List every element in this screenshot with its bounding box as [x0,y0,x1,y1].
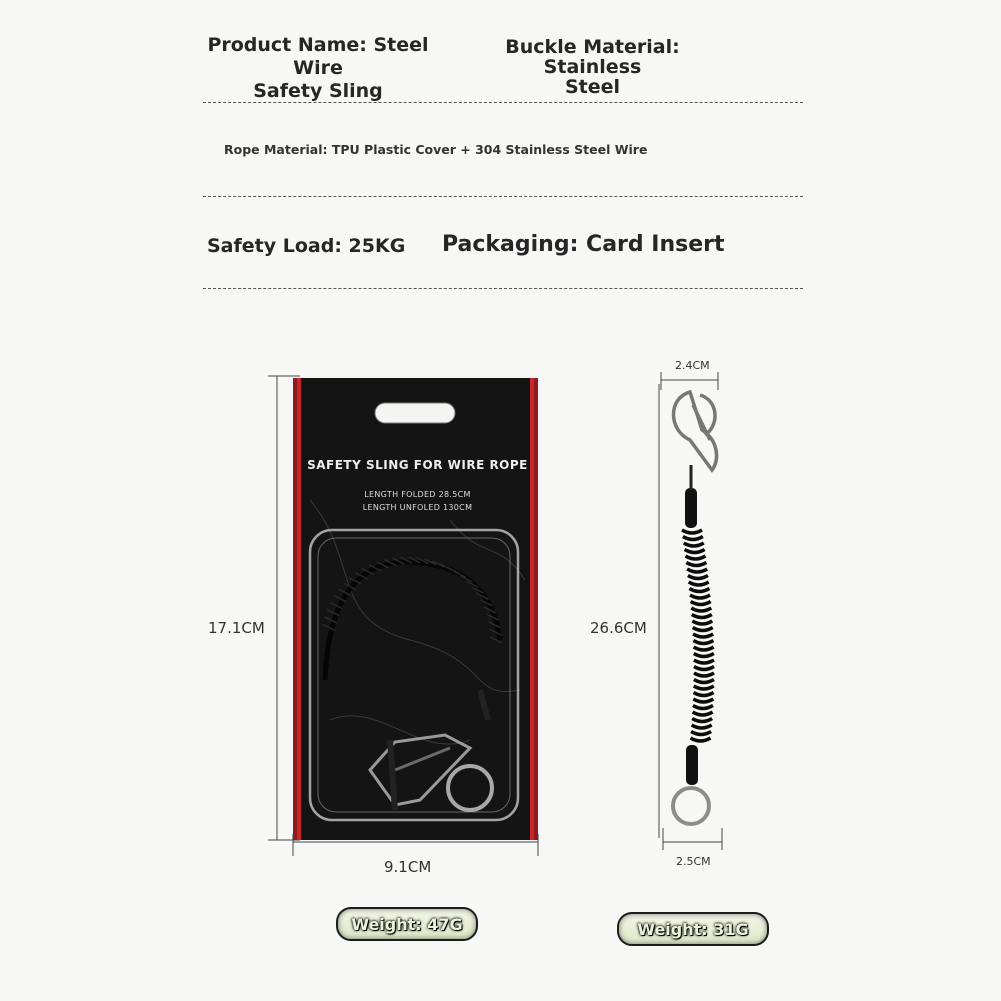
lanyard-key-ring-icon [673,788,709,824]
package-width-label: 9.1CM [384,858,432,876]
lanyard-ring-dimension-line [663,828,722,850]
rope-material-spec: Rope Material: TPU Plastic Cover + 304 Stainless Steel Wire [224,142,648,157]
clip-width-label: 2.4CM [675,359,710,372]
package-height-label: 17.1CM [208,619,265,637]
buckle-material-line2: Steel [564,76,621,98]
product-name-line1: Product Name: Steel Wire [207,34,429,79]
packaging-spec: Packaging: Card Insert [442,232,725,257]
package-card-title: SAFETY SLING FOR WIRE ROPE [307,458,528,472]
product-name-line2: Safety Sling [253,80,383,102]
buckle-material-line1: Buckle Material: Stainless [505,36,680,78]
package-card [293,378,538,840]
hanger-hole-icon [375,403,455,423]
package-length-folded: LENGTH FOLDED 28.5CM [364,490,471,499]
lanyard-length-label: 26.6CM [590,619,647,637]
package-length-unfolded: LENGTH UNFOLED 130CM [362,503,473,512]
safety-load-spec: Safety Load: 25KG [207,235,406,257]
lanyard-weight-badge: Weight: 31G [617,912,769,946]
lanyard-coil [682,530,714,741]
s-carabiner-icon [674,392,717,470]
lanyard-clip-dimension-line [661,372,718,390]
package-weight-badge: Weight: 47G [336,907,478,941]
ring-width-label: 2.5CM [676,855,711,868]
